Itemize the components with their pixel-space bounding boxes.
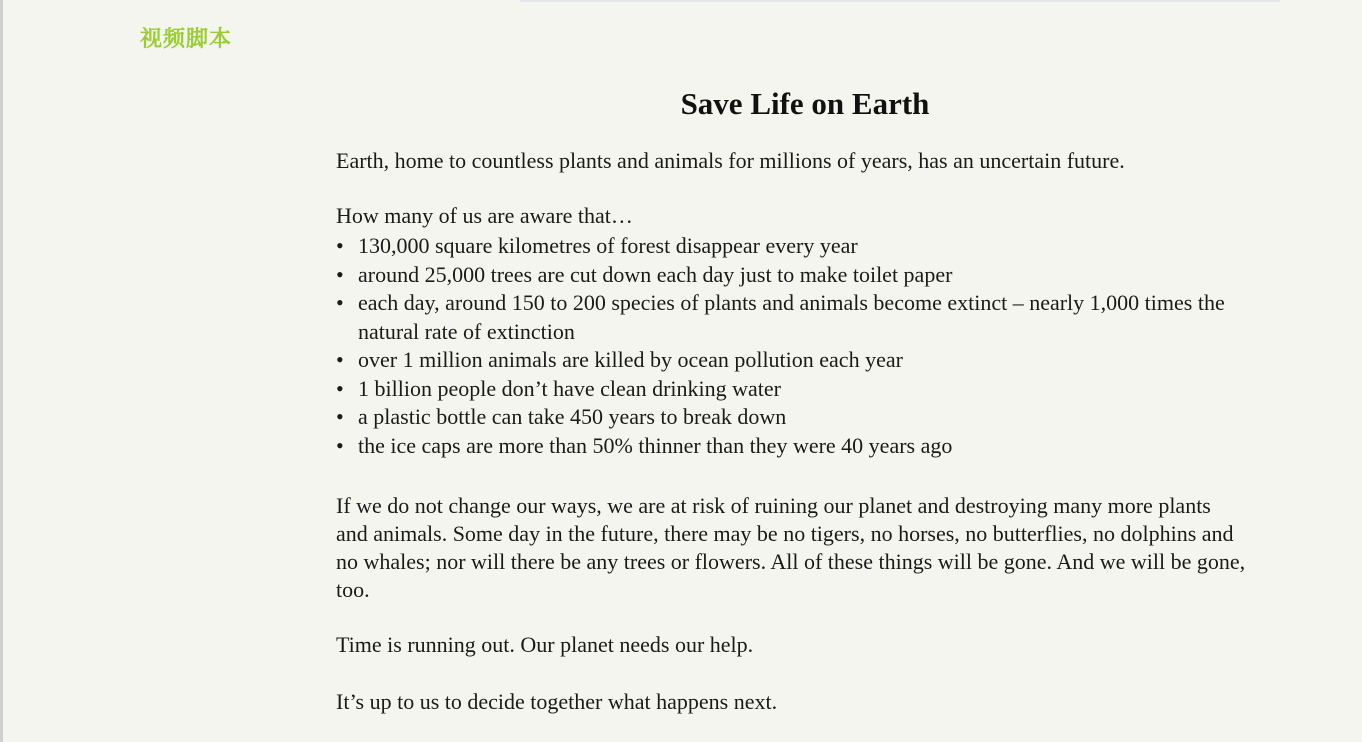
bullet-icon: •	[336, 233, 344, 258]
bullet-icon: •	[336, 375, 344, 401]
bullet-icon: •	[336, 261, 344, 287]
bullet-icon: •	[336, 404, 344, 429]
video-script-tag: 视频脚本	[140, 27, 233, 52]
fact-text: 1 billion people don’t have clean drinking water	[358, 375, 781, 401]
time-paragraph: Time is running out. Our planet needs our help.	[336, 632, 754, 657]
list-item	[336, 403, 1276, 432]
page-top-edge	[520, 0, 1280, 2]
fact-text: 130,000 square kilometres of forest disappear every year	[358, 233, 858, 258]
list-item	[336, 261, 1276, 290]
fact-text: each day, around 150 to 200 species of plants and animals become extinct – nearly 1,000 times the natural rate of extinction	[358, 290, 1225, 344]
warning-paragraph: If we do not change our ways, we are at risk of ruining our planet and destroying many more plants and animals. Some day in the future, there may be no tigers, no horses, no butterflies, no dolphins and no whales; nor will there be any trees or flowers. All of these things will be gone. And we will be gone, too.	[336, 493, 1246, 602]
fact-text: over 1 million animals are killed by ocean pollution each year	[358, 347, 903, 372]
facts-list	[336, 232, 1276, 460]
fact-text: a plastic bottle can take 450 years to break down	[358, 404, 787, 429]
list-item	[336, 375, 1276, 404]
intro-paragraph: Earth, home to countless plants and animals for millions of years, has an uncertain future.	[336, 148, 1125, 173]
bullet-icon: •	[336, 432, 344, 458]
list-item	[336, 432, 1276, 461]
bullet-icon: •	[336, 347, 344, 372]
page-title: Save Life on Earth	[680, 86, 930, 121]
page-left-edge	[0, 0, 3, 742]
facts-lead-in: How many of us are aware that…	[336, 203, 633, 228]
list-item	[336, 346, 1276, 375]
fact-text: around 25,000 trees are cut down each day just to make toilet paper	[358, 261, 953, 287]
closing-paragraph: It’s up to us to decide together what happens next.	[336, 689, 778, 714]
list-item	[336, 289, 1276, 346]
bullet-icon: •	[336, 290, 344, 315]
list-item	[336, 232, 1276, 261]
fact-text: the ice caps are more than 50% thinner than they were 40 years ago	[358, 432, 953, 458]
